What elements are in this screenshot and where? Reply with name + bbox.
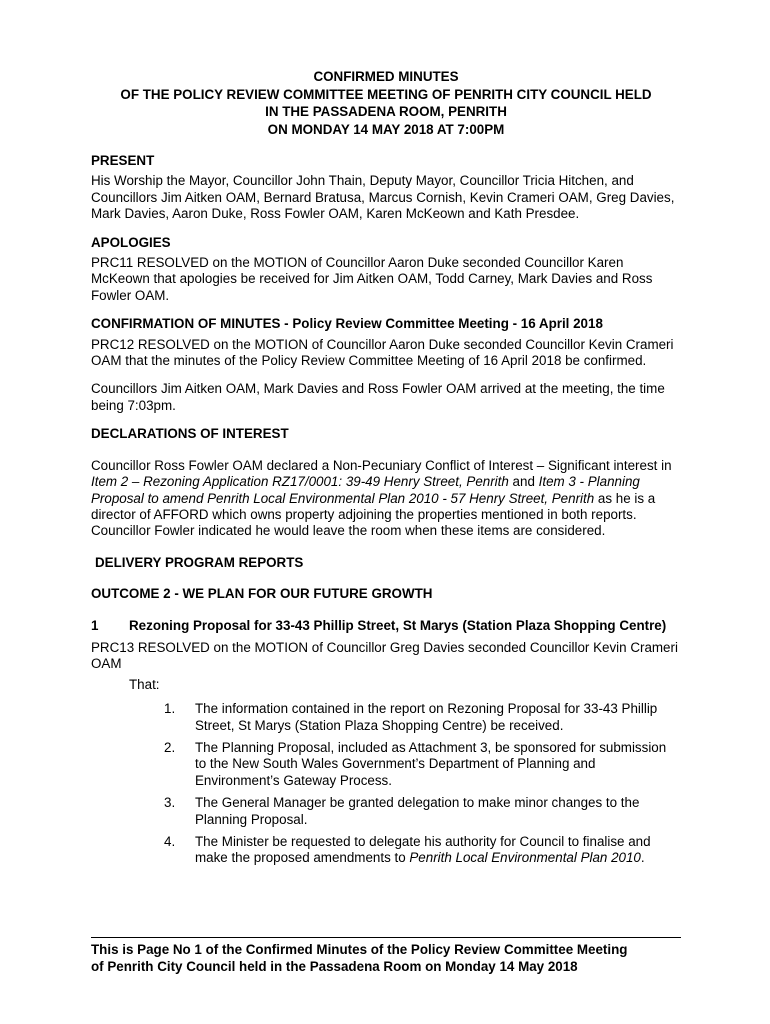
item-1-resolution: PRC13 RESOLVED on the MOTION of Councillor Greg Davies seconded Councillor Kevin Crameri OAM <box>91 639 678 672</box>
present-heading: PRESENT <box>91 153 155 168</box>
apologies-heading: APOLOGIES <box>91 234 171 250</box>
title-line-2: OF THE POLICY REVIEW COMMITTEE MEETING OF PENRITH CITY COUNCIL HELD <box>120 86 652 102</box>
footer-line-2: of Penrith City Council held in the Passadena Room on Monday 14 May 2018 <box>91 959 578 974</box>
apologies-text: PRC11 RESOLVED on the MOTION of Councillor Aaron Duke seconded Councillor Karen McKeown that apologies be received for Jim Aitken OAM, Todd Carney, Mark Davies and Ross Fowler OAM. <box>91 255 653 303</box>
title-line-3: IN THE PASSADENA ROOM, PENRITH <box>265 104 507 119</box>
resolution-list <box>164 701 681 867</box>
page-footer <box>91 937 681 975</box>
arrival-text: Councillors Jim Aitken OAM, Mark Davies and Ross Fowler OAM arrived at the meeting, the time being 7:03pm. <box>91 381 665 413</box>
declarations-heading: DECLARATIONS OF INTEREST <box>91 426 289 442</box>
list-item: 4. The Minister be requested to delegate his authority for Council to finalise and make the proposed amendments to Penrith Local Environmental Plan 2010. <box>164 834 651 866</box>
minutes-page <box>91 68 681 873</box>
declarations-text: Councillor Ross Fowler OAM declared a Non-Pecuniary Conflict of Interest – Significant interest in Item 2 – Rezoning Application RZ17/0001: 39-49 Henry Street, Penrith and Item 3 - Planning Proposal to amend Penrith Local Environmental Plan 2010 - 57 Henry Street, Penrith as he is a director of AFFORD which owns property adjoining the properties mentioned in both reports. Councillor Fowler indicated he would leave the room when these items are considered. <box>91 457 672 539</box>
confirmation-text: PRC12 RESOLVED on the MOTION of Councillor Aaron Duke seconded Councillor Kevin Crameri OAM that the minutes of the Policy Review Committee Meeting of 16 April 2018 be confirmed. <box>91 336 674 369</box>
item-1-title: Rezoning Proposal for 33-43 Phillip Street, St Marys (Station Plaza Shopping Centre) <box>129 617 667 633</box>
title-line-1: CONFIRMED MINUTES <box>313 69 459 84</box>
delivery-heading: DELIVERY PROGRAM REPORTS <box>95 554 304 570</box>
list-item: 2. The Planning Proposal, included as Attachment 3, be sponsored for submission to the New South Wales Government’s Department of Planning and Environment’s Gateway Process. <box>164 739 667 788</box>
confirmation-heading: CONFIRMATION OF MINUTES - Policy Review Committee Meeting - 16 April 2018 <box>91 316 603 332</box>
footer-line-1: This is Page No 1 of the Confirmed Minutes of the Policy Review Committee Meeting <box>91 942 628 957</box>
list-item: 1. The information contained in the report on Rezoning Proposal for 33-43 Phillip Street, St Marys (Station Plaza Shopping Centre) be received. <box>164 701 658 733</box>
item-1-number: 1 <box>91 617 99 633</box>
outcome-heading: OUTCOME 2 - WE PLAN FOR OUR FUTURE GROWTH <box>91 586 433 602</box>
present-text: His Worship the Mayor, Councillor John Thain, Deputy Mayor, Councillor Tricia Hitchen, and Councillors Jim Aitken OAM, Bernard Bratusa, Marcus Cornish, Kevin Crameri OAM, Greg Davies, Mark Davies, Aaron Duke, Ross Fowler OAM, Karen McKeown and Kath Presdee. <box>91 173 675 222</box>
item-1-heading <box>91 618 681 634</box>
that-label: That: <box>129 676 160 692</box>
title-line-4: ON MONDAY 14 MAY 2018 AT 7:00PM <box>267 121 505 137</box>
list-item: 3. The General Manager be granted delegation to make minor changes to the Planning Proposal. <box>164 795 640 827</box>
document-title <box>91 68 681 138</box>
